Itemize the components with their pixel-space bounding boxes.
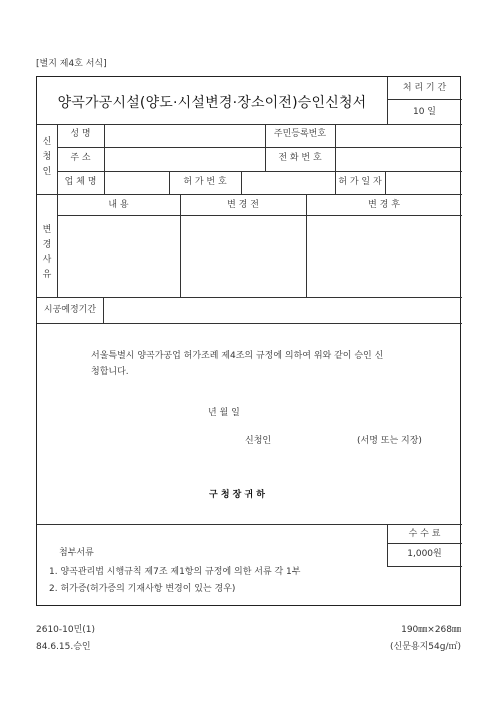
schedule-field[interactable] <box>104 298 461 322</box>
resident-id-field[interactable] <box>336 125 461 146</box>
address-field[interactable] <box>105 148 265 170</box>
name-label: 성 명 <box>70 129 91 139</box>
footer-paper-size: 190㎜×268㎜ <box>401 625 461 635</box>
statement-line-2: 청합니다. <box>91 367 129 377</box>
applicant-signature-label: 신청인 <box>245 436 272 446</box>
change-section-label: 변 경 사 유 <box>42 225 52 280</box>
date-line: 년 월 일 <box>208 408 240 418</box>
attachment-item-1: 1. 양곡관리법 시행규칙 제7조 제1항의 규정에 의한 서류 각 1부 <box>49 567 301 577</box>
form-title: 양곡가공시설(양도·시설변경·장소이전)승인신청서 <box>57 95 367 111</box>
footer-paper-type: (신문용지54g/㎡) <box>390 642 461 652</box>
processing-period-label: 처 리 기 간 <box>402 83 447 93</box>
business-name-label: 업 체 명 <box>64 177 97 187</box>
permit-number-label: 허 가 번 호 <box>183 177 227 187</box>
signature-note: (서명 또는 지장) <box>357 436 422 446</box>
permit-number-field[interactable] <box>242 172 335 193</box>
business-name-field[interactable] <box>105 172 169 193</box>
change-after-field[interactable] <box>307 216 461 296</box>
fee-value: 1,000원 <box>407 549 442 559</box>
statement-line-1: 서울특별시 양곡가공업 허가조례 제4조의 규정에 의하여 위와 같이 승인 신 <box>91 351 384 361</box>
application-form <box>36 76 461 606</box>
permit-date-field[interactable] <box>386 172 461 193</box>
fee-label: 수 수 료 <box>408 529 441 539</box>
change-after-label: 변 경 후 <box>368 200 400 210</box>
form-number-label: [별지 제4호 서식] <box>36 59 107 69</box>
change-before-label: 변 경 전 <box>227 200 259 210</box>
change-before-field[interactable] <box>181 216 305 296</box>
name-field[interactable] <box>105 125 265 146</box>
phone-label: 전 화 번 호 <box>278 153 322 163</box>
footer-form-code: 2610-10민(1) <box>36 625 96 635</box>
attachment-item-2: 2. 허가증(허가증의 기재사항 변경이 있는 경우) <box>49 584 236 594</box>
resident-id-label: 주민등록번호 <box>273 129 327 139</box>
schedule-label: 시공예정기간 <box>43 305 97 315</box>
applicant-section-label: 신 청 인 <box>42 137 52 177</box>
footer-approval: 84.6.15.승인 <box>36 642 91 652</box>
attachments-title: 첨부서류 <box>59 548 94 558</box>
address-label: 주 소 <box>70 153 91 163</box>
phone-field[interactable] <box>336 148 461 170</box>
processing-period-value: 10 일 <box>412 107 436 117</box>
change-content-field[interactable] <box>58 216 179 296</box>
change-content-label: 내 용 <box>108 200 129 210</box>
permit-date-label: 허 가 일 자 <box>338 177 382 187</box>
addressee: 구 청 장 귀 하 <box>209 490 266 500</box>
